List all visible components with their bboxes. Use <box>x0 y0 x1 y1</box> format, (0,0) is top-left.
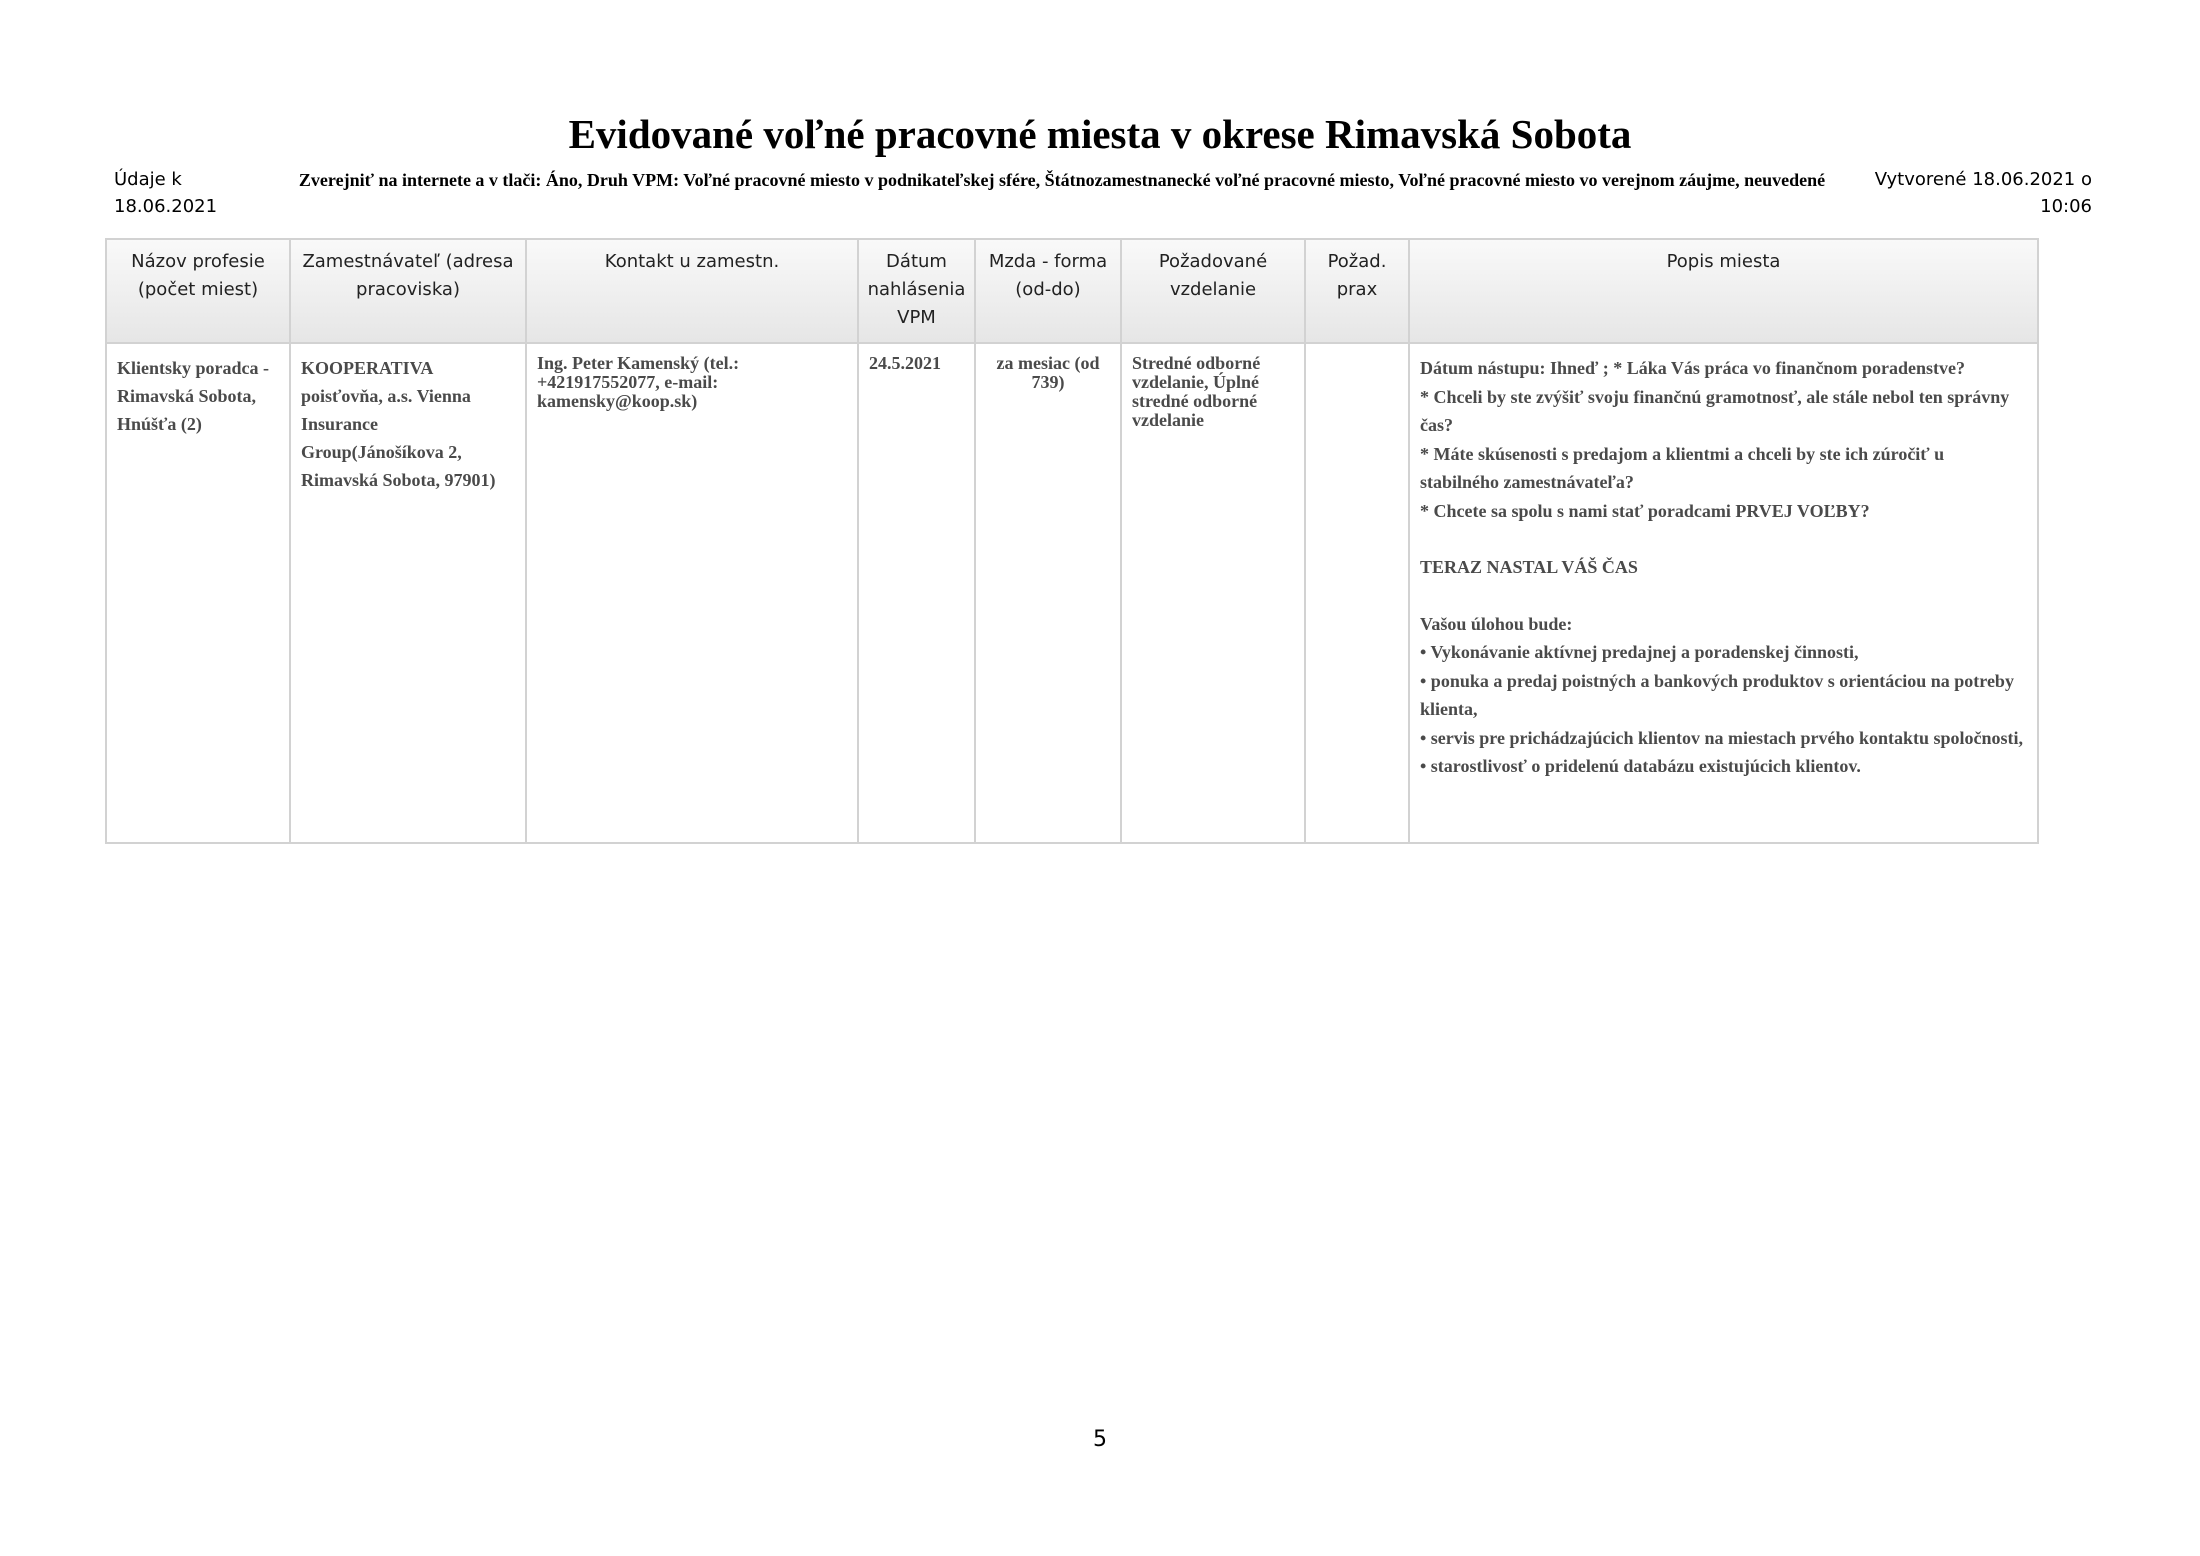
created-timestamp: Vytvorené 18.06.2021 o 10:06 <box>1874 169 2092 217</box>
description-line <box>1420 525 2027 553</box>
data-as-of-date: Údaje k 18.06.2021 <box>114 169 218 217</box>
header-salary: Mzda - forma (od-do) <box>975 239 1121 343</box>
description-line: Vašou úlohou bude: <box>1420 613 1573 634</box>
header-description: Popis miesta <box>1409 239 2038 343</box>
header-profession: Názov profesie (počet miest) <box>106 239 290 343</box>
header-experience: Požad. prax <box>1305 239 1409 343</box>
header-education: Požadované vzdelanie <box>1121 239 1305 343</box>
cell-salary: za mesiac (od 739) <box>975 343 1121 843</box>
page-number: 5 <box>1093 1427 1107 1452</box>
description-line: Dátum nástupu: Ihneď ; * Láka Vás práca vo finančnom poradenstve? <box>1420 358 1965 378</box>
cell-experience <box>1305 343 1409 843</box>
description-line: • Vykonávanie aktívnej predajnej a poradenskej činnosti, <box>1420 642 1859 662</box>
description-line: * Chcete sa spolu s nami stať poradcami PRVEJ VOĽBY? <box>1420 500 1870 521</box>
description-line: * Máte skúsenosti s predajom a klientmi a chceli by ste ich zúročiť u stabilného zamestnávateľa? <box>1420 443 1949 492</box>
description-line <box>1420 582 2027 610</box>
cell-profession: Klientsky poradca - Rimavská Sobota, Hnúšťa (2) <box>106 343 290 843</box>
cell-education: Stredné odborné vzdelanie, Úplné stredné odborné vzdelanie <box>1121 343 1305 843</box>
cell-employer: KOOPERATIVA poisťovňa, a.s. Vienna Insurance Group(Jánošíkova 2, Rimavská Sobota, 97901) <box>290 343 526 843</box>
table-header-row <box>106 239 2038 343</box>
publication-filter-info: Zverejniť na internete a v tlači: Áno, Druh VPM: Voľné pracovné miesto v podnikateľskej sfére, Štátnozamestnanecké voľné pracovné miesto, Voľné pracovné miesto vo verejnom záujme, neuvedené <box>298 170 1826 190</box>
header-date: Dátum nahlásenia VPM <box>858 239 975 343</box>
document-title: Evidované voľné pracovné miesta v okrese Rimavská Sobota <box>568 111 1632 157</box>
cell-contact: Ing. Peter Kamenský (tel.: +421917552077, e-mail: kamensky@koop.sk) <box>526 343 858 843</box>
cell-description <box>1409 343 2038 843</box>
cell-date: 24.5.2021 <box>858 343 975 843</box>
header-employer: Zamestnávateľ (adresa pracoviska) <box>290 239 526 343</box>
description-line: • servis pre prichádzajúcich klientov na miestach prvého kontaktu spoločnosti, <box>1420 727 2023 748</box>
description-line: TERAZ NASTAL VÁŠ ČAS <box>1420 557 1638 577</box>
description-line: * Chceli by ste zvýšiť svoju finančnú gramotnosť, ale stále nebol ten správny čas? <box>1420 386 2014 435</box>
table-row <box>106 343 2038 843</box>
header-contact: Kontakt u zamestn. <box>526 239 858 343</box>
description-line: • starostlivosť o pridelenú databázu existujúcich klientov. <box>1420 756 1861 776</box>
vacancy-table <box>105 238 2039 844</box>
description-line: • ponuka a predaj poistných a bankových produktov s orientáciou na potreby klienta, <box>1420 670 2019 719</box>
